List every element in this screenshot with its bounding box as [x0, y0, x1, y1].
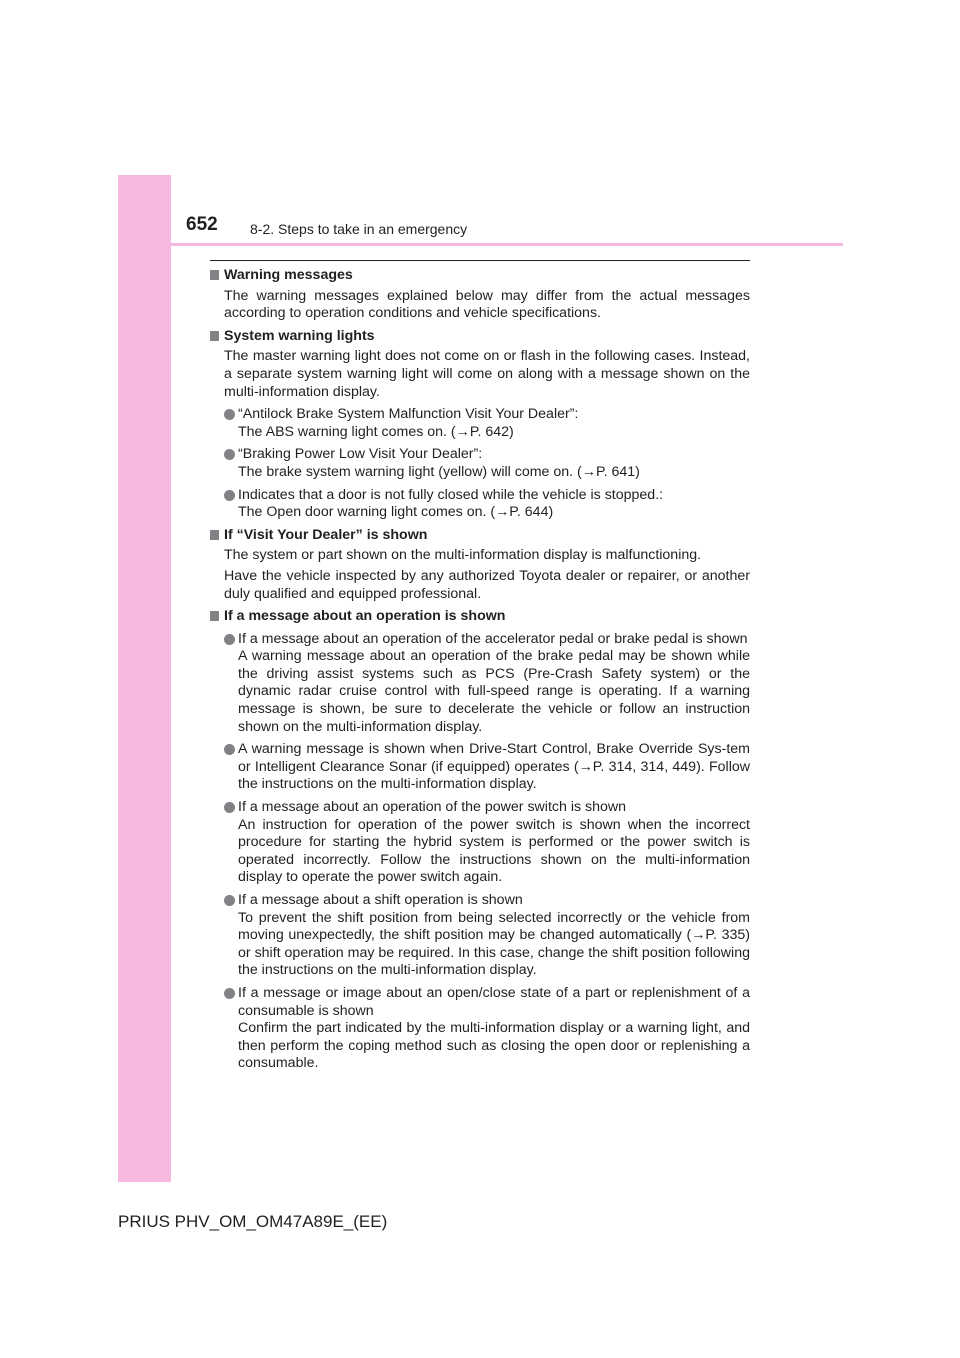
paragraph: The system or part shown on the multi-information display is malfunctioning. — [224, 547, 702, 564]
list-item: A warning message is shown when Drive-Start Control, Brake Override Sys-tem or Intelligent Clearance Sonar (if equipped) operates (→P. 314, 314, 449). Follow the instructions on the multi-information display. — [210, 741, 750, 794]
page-content — [210, 267, 750, 1073]
section-heading: If “Visit Your Dealer” is shown — [210, 527, 750, 545]
square-bullet-icon — [210, 530, 219, 540]
list-item: If a message or image about an open/close state of a part or replenishment of a consumable is shown Confirm the part indicated by the multi-information display or a warning light, and then perform the coping method such as closing the open door or replenishing a consumable. — [210, 985, 750, 1073]
list-item: Indicates that a door is not fully closed while the vehicle is stopped.: The Open door warning light comes on. (→P. 644) — [210, 487, 750, 522]
section-heading: System warning lights — [210, 328, 750, 346]
square-bullet-icon — [210, 611, 219, 621]
circle-bullet-icon — [224, 744, 235, 755]
paragraph: The warning messages explained below may differ from the actual messages according to operation conditions and vehicle specifications. — [224, 287, 750, 322]
footer-model-code: PRIUS PHV_OM_OM47A89E_(EE) — [118, 1212, 388, 1231]
list-item: If a message about an operation of the power switch is shown An instruction for operation of the power switch is shown when the incorrect procedure for starting the hybrid system is performed or the power switch is operated incorrectly. Follow the instructions shown on the multi-information display to operate the power switch again. — [210, 799, 750, 887]
content-rule — [210, 260, 750, 261]
square-bullet-icon — [210, 331, 219, 341]
paragraph: Have the vehicle inspected by any authorized Toyota dealer or repairer, or another duly qualified and equipped professional. — [224, 567, 750, 602]
paragraph: The master warning light does not come on or flash in the following cases. Instead, a separate system warning light will come on along with a message shown on the multi-information display. — [224, 348, 750, 400]
page-number: 652 — [186, 214, 218, 235]
circle-bullet-icon — [224, 802, 235, 813]
list-item: “Braking Power Low Visit Your Dealer”: The brake system warning light (yellow) will come on. (→P. 641) — [210, 446, 750, 481]
square-bullet-icon — [210, 270, 219, 280]
list-item: If a message about an operation of the accelerator pedal or brake pedal is shown A warning message about an operation of the brake pedal may be shown while the driving assist systems such as PCS (Pre-Crash Safety system) or the dynamic radar cruise control with full-speed range is operating. If a warning message is shown, be sure to decelerate the vehicle or follow an instruction shown on the multi-information display. — [210, 631, 750, 737]
circle-bullet-icon — [224, 634, 235, 645]
list-item: “Antilock Brake System Malfunction Visit Your Dealer”: The ABS warning light comes on. (→P. 642) — [210, 406, 750, 441]
circle-bullet-icon — [224, 409, 235, 420]
circle-bullet-icon — [224, 988, 235, 999]
side-color-strip — [118, 175, 171, 1182]
header-rule — [171, 243, 843, 246]
section-heading: If a message about an operation is shown — [210, 608, 750, 626]
section-title: 8-2. Steps to take in an emergency — [250, 221, 468, 237]
circle-bullet-icon — [224, 449, 235, 460]
list-item: If a message about a shift operation is shown To prevent the shift position from being selected incorrectly or the vehicle from moving unexpectedly, the shift position may be changed automatically (→P. 335) or shift operation may be required. In this case, change the shift position following the instructions on the multi-information display. — [210, 892, 750, 980]
section-heading: Warning messages — [210, 267, 750, 285]
circle-bullet-icon — [224, 490, 235, 501]
circle-bullet-icon — [224, 895, 235, 906]
